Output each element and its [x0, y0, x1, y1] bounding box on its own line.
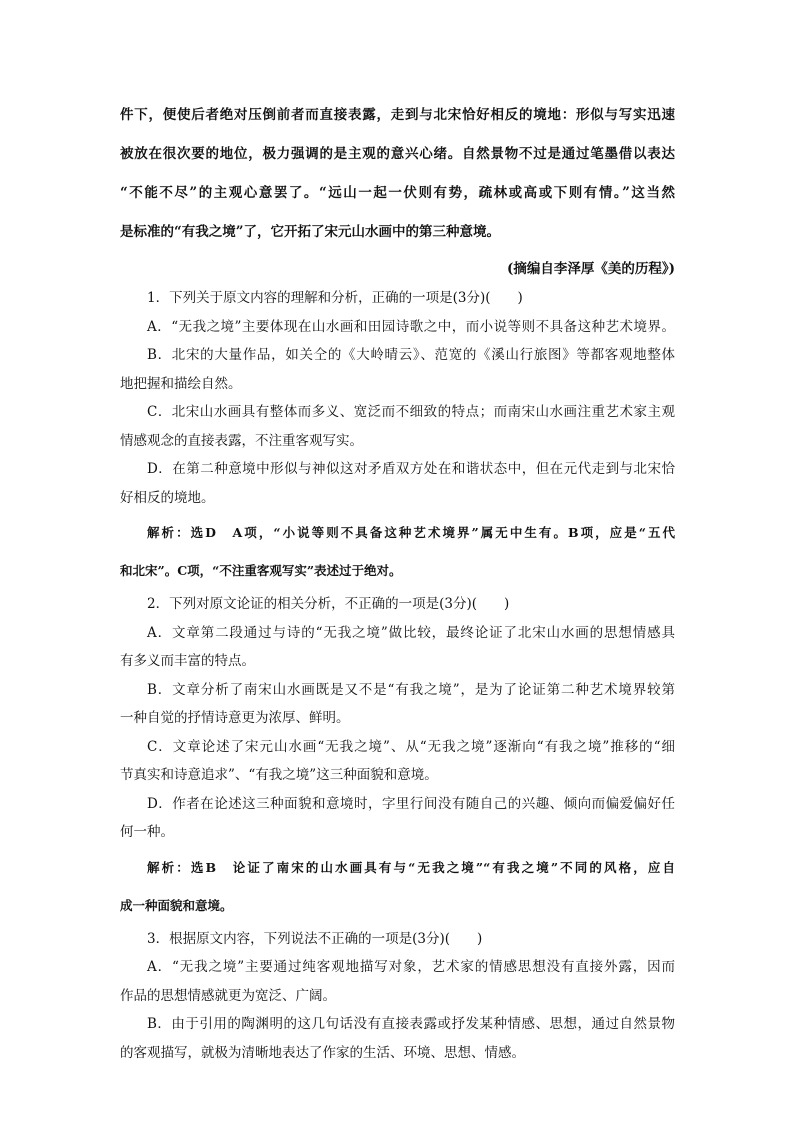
passage-line: “不能不尽”的主观心意罢了。“远山一起一伏则有势，疏林或高或下则有情。”这当然 [120, 185, 675, 201]
option-a: A．“无我之境”主要通过纯客观地描写对象，艺术家的情感思想没有直接外露，因而 [147, 959, 675, 975]
passage-line: 件下，便使后者绝对压倒前者而直接表露，走到与北宋恰好相反的境地：形似与写实迅速 [120, 107, 675, 123]
question-2 [120, 590, 675, 847]
question-3 [120, 925, 675, 1068]
analysis-2 [120, 849, 675, 925]
option-b-cont: 的客观描写，就极为清晰地表达了作家的生活、环境、思想、情感。 [120, 1044, 525, 1061]
analysis-line: 成一种面貌和意境。 [120, 897, 233, 913]
question-stem: 3．根据原文内容，下列说法不正确的一项是(3分)( ) [147, 930, 483, 947]
option-c: C．文章论述了宋元山水画“无我之境”、从“无我之境”逐渐向“有我之境”推移的“细 [147, 738, 675, 755]
option-b-cont: 地把握和描绘自然。 [120, 375, 242, 392]
question-stem: 2．下列对原文论证的相关分析，不正确的一项是(3分)( ) [147, 596, 510, 612]
option-d-cont: 何一种。 [120, 824, 174, 840]
option-a: A．“无我之境”主要体现在山水画和田园诗歌之中，而小说等则不具备这种艺术境界。 [147, 318, 675, 335]
option-b: B．北宋的大量作品，如关仝的《大岭晴云》、范宽的《溪山行旅图》等都客观地整体 [147, 347, 675, 363]
option-d-cont: 好相反的境地。 [120, 489, 215, 506]
option-a-cont: 作品的思想情感就更为宽泛、广阔。 [120, 987, 336, 1004]
option-a-cont: 有多义而丰富的特点。 [120, 653, 255, 669]
option-b: B．由于引用的陶渊明的这几句话没有直接表露或抒发某种情感、思想，通过自然景物 [147, 1016, 675, 1032]
option-c-cont: 节真实和诗意追求”、“有我之境”这三种面貌和意境。 [120, 767, 438, 783]
analysis-1 [120, 514, 675, 590]
option-b-cont: 一种自觉的抒情诗意更为浓厚、鲜明。 [120, 710, 350, 726]
analysis-line: 解析：选B 论证了南宋的山水画具有与“无我之境”“有我之境”不同的风格，应自 [147, 859, 675, 875]
question-stem: 1．下列关于原文内容的理解和分析，正确的一项是(3分)( ) [147, 290, 523, 306]
option-d: D．作者在论述这三种面貌和意境时，字里行间没有随自己的兴趣、倾向而偏爱偏好任 [147, 795, 675, 812]
analysis-line: 和北宋”。C项，“不注重客观写实”表述过于绝对。 [120, 563, 402, 578]
passage-line: 被放在很次要的地位，极力强调的是主观的意兴心绪。自然景物不过是通过笔墨借以表达 [120, 146, 675, 162]
option-a: A．文章第二段通过与诗的“无我之境”做比较，最终论证了北宋山水画的思想情感具 [147, 624, 675, 641]
question-1 [120, 284, 675, 512]
passage-excerpt [120, 96, 675, 284]
source-citation: (摘编自李泽厚《美的历程》) [506, 261, 675, 277]
option-b: B．文章分析了南宋山水画既是又不是“有我之境”，是为了论证第二种艺术境界较第 [147, 681, 675, 698]
analysis-line: 解析：选D A项，“小说等则不具备这种艺术境界”属无中生有。B项，应是“五代 [147, 525, 675, 540]
option-d: D．在第二种意境中形似与神似这对矛盾双方处在和谐状态中，但在元代走到与北宋恰 [147, 461, 675, 477]
option-c-cont: 情感观念的直接表露，不注重客观写实。 [120, 432, 363, 449]
option-c: C．北宋山水画具有整体而多义、宽泛而不细致的特点；而南宋山水画注重艺术家主观 [147, 404, 675, 420]
passage-line: 是标准的“有我之境”了，它开拓了宋元山水画中的第三种意境。 [120, 224, 501, 240]
